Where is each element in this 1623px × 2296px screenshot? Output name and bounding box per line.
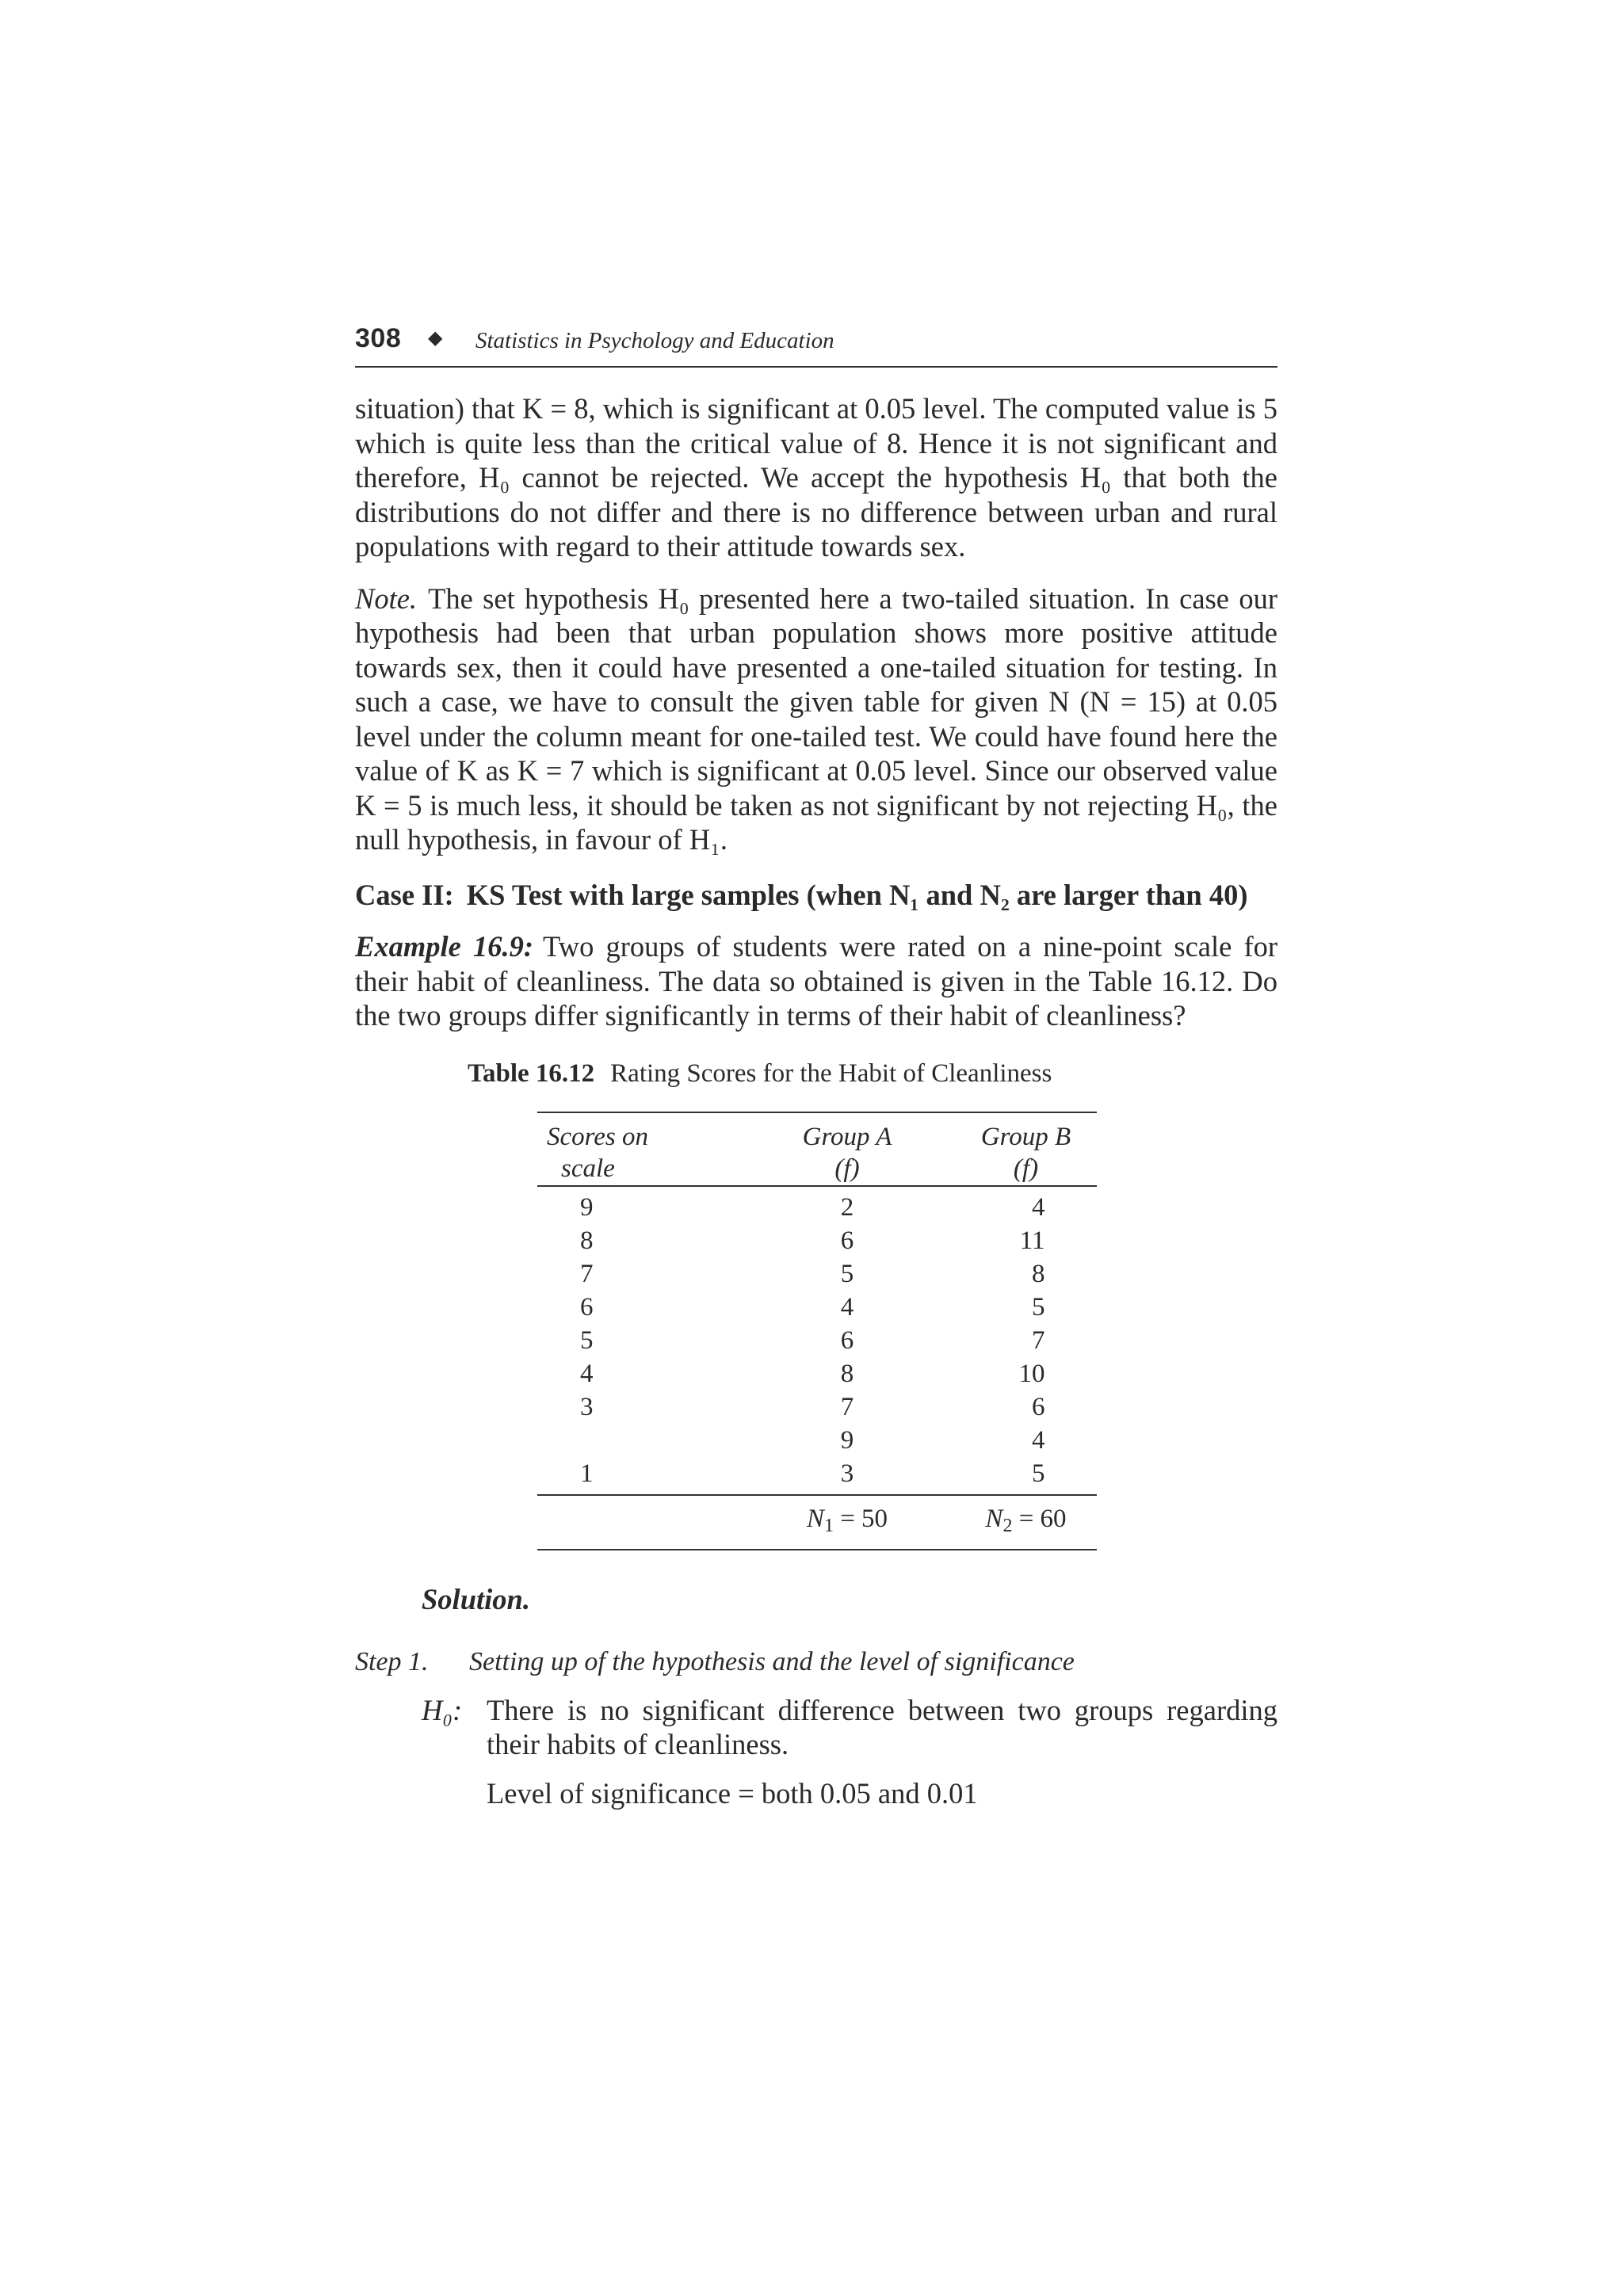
table-row: 9 4 [840,1425,1045,1455]
page-header [355,317,1277,368]
table-row: 7 5 8 [580,1259,1045,1288]
note-label: Note. [355,582,418,615]
null-hypothesis [422,1693,1277,1762]
total-n1: $N_1 = 50$ [806,1504,888,1536]
table-row: 8 6 11 [580,1226,1045,1255]
example-label: Example 16.9: [355,930,533,963]
level-of-significance: Level of significance = both 0.05 and 0.01 [487,1776,978,1810]
table-row: 6 4 5 [580,1292,1045,1322]
page-number: 308 [355,323,402,353]
paragraph-conclusion: situation) that K = 8, which is significant at 0.05 level. The computed value is 5 which is quite less than the critical value of 8. Hence it is not significant and therefore, H₀ cannot be rejected. We accept the hypothesis H₀ that both the distributions do not differ and there is no difference between urban and rural populations with regard to their attitude towards sex. [355,392,1277,563]
table-row: 5 6 7 [580,1325,1045,1355]
rating-scores-table [537,1112,1097,1550]
total-n2: $N_2 = 60$ [985,1504,1067,1536]
book-page [355,317,1277,1810]
table-totals-row [537,1495,1097,1550]
h0-text: There is no significant difference between two groups regarding their habits of cleanliness. [487,1693,1277,1760]
table-caption [355,1057,1277,1091]
running-title: Statistics in Psychology and Education [475,328,834,353]
solution-heading: Solution. [422,1582,530,1615]
table-row: 1 3 5 [580,1459,1045,1488]
table-row: 3 7 6 [580,1392,1045,1421]
diamond-icon: ◆ [428,328,443,349]
case-text: KS Test with large samples (when N₁ and N₂ are larger than 40) [466,878,1248,911]
table-header-row [537,1112,1097,1186]
table-row: 4 8 10 [580,1359,1045,1388]
note-text: The set hypothesis H₀ presented here a two-tailed situation. In case our hypothesis had been that urban population shows more positive attitude towards sex, then it could have presented a one-tailed situation for testing. In such a case, we have to consult the given table for given N (N = 15) at 0.05 level under the column meant for one-tailed test. We could have found here the value of K as K = 7 which is significant at 0.05 level. Since our observed value K = 5 is much less, it should be taken as not significant by not rejecting H₀, the null hypothesis, in favour of H₁. [355,582,1277,856]
table-row: 9 2 4 [580,1192,1045,1222]
header-scores: Scores on scale [547,1122,649,1183]
case-label: Case II: [355,878,454,911]
case-heading [355,878,1277,913]
step-title: Setting up of the hypothesis and the level of significance [469,1646,1075,1676]
table-caption-label: Table 16.12 [468,1058,595,1088]
example-paragraph [355,929,1277,1033]
note-paragraph [355,582,1277,857]
header-group-b: Group B (f) [980,1122,1071,1183]
h0-label: H₀: [422,1693,463,1726]
table-caption-title: Rating Scores for the Habit of Cleanliness [610,1058,1052,1088]
step-1-heading [355,1645,1277,1679]
step-number: Step 1. [355,1646,429,1676]
example-text: Two groups of students were rated on a nine-point scale for their habit of cleanliness. The data so obtained is given in the Table 16.12. Do the two groups differ significantly in terms of their habit of cleanliness? [355,930,1278,1032]
header-group-a: Group A (f) [802,1122,892,1183]
